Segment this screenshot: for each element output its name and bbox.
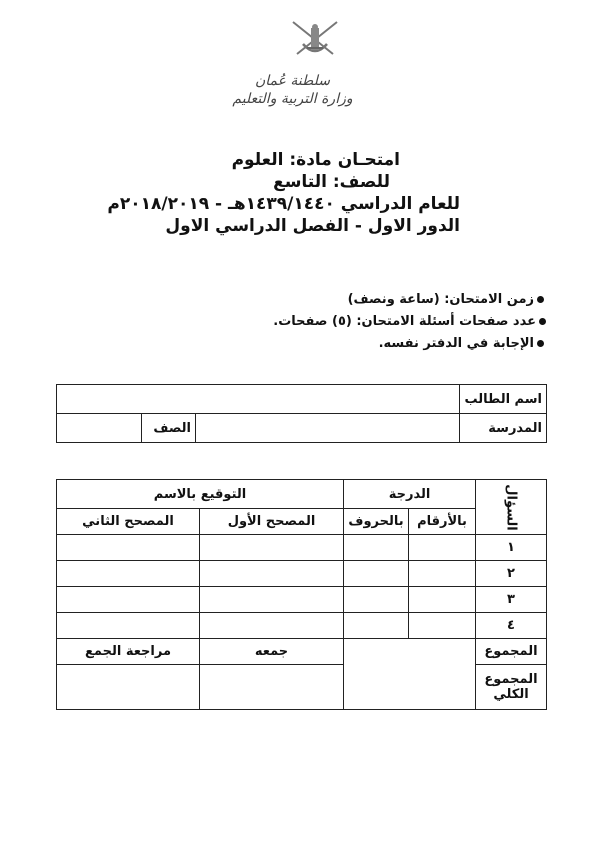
table-row xyxy=(57,535,547,561)
title-subject: امتحـان مادة: العلوم xyxy=(231,150,400,170)
grand-total-label: المجموع الكلي xyxy=(476,665,547,710)
question-number: ٢ xyxy=(476,561,547,587)
bullet-icon xyxy=(537,296,544,303)
total-label: المجموع xyxy=(476,639,547,665)
collected-label: جمعه xyxy=(200,639,344,665)
title-term: الدور الاول - الفصل الدراسي الاول xyxy=(165,216,460,236)
ministry-header xyxy=(230,72,355,108)
ministry-line-2: وزارة التربية والتعليم xyxy=(232,91,353,107)
collected-signature-field[interactable] xyxy=(200,665,344,710)
first-corrector-header: المصحح الأول xyxy=(200,509,344,535)
class-field[interactable] xyxy=(57,414,142,443)
question-header: السؤال xyxy=(476,480,547,535)
grade-header: الدرجة xyxy=(344,480,476,509)
table-row xyxy=(57,587,547,613)
question-number: ١ xyxy=(476,535,547,561)
grades-table xyxy=(56,479,547,710)
student-name-field[interactable] xyxy=(57,385,460,414)
info-item: عدد صفحات أسئلة الامتحان: (٥) صفحات. xyxy=(273,314,546,329)
grade-digits-header: بالأرقام xyxy=(409,509,476,535)
info-item: زمن الامتحان: (ساعة ونصف) xyxy=(348,292,544,307)
question-number: ٤ xyxy=(476,613,547,639)
school-label: المدرسة xyxy=(460,414,547,443)
class-label: الصف xyxy=(142,414,196,443)
grade-letters-header: بالحروف xyxy=(344,509,409,535)
signature-header: التوقيع بالاسم xyxy=(57,480,344,509)
title-grade: للصف: التاسع xyxy=(273,172,390,192)
review-label: مراجعة الجمع xyxy=(57,639,200,665)
total-row xyxy=(57,639,547,665)
bullet-icon xyxy=(537,340,544,347)
table-row xyxy=(57,561,547,587)
info-item: الإجابة في الدفتر نفسه. xyxy=(379,336,544,351)
question-number: ٣ xyxy=(476,587,547,613)
total-grade-field[interactable] xyxy=(344,639,476,710)
student-name-label: اسم الطالب xyxy=(460,385,547,414)
second-corrector-header: المصحح الثاني xyxy=(57,509,200,535)
ministry-line-1: سلطنة عُمان xyxy=(254,73,331,89)
title-year: للعام الدراسي ١٤٣٩/١٤٤٠هـ - ٢٠١٨/٢٠١٩م xyxy=(107,194,460,214)
school-field[interactable] xyxy=(196,414,460,443)
oman-emblem-icon xyxy=(285,18,345,60)
bullet-icon xyxy=(539,318,546,325)
student-info-table xyxy=(56,384,547,443)
table-row xyxy=(57,613,547,639)
review-signature-field[interactable] xyxy=(57,665,200,710)
